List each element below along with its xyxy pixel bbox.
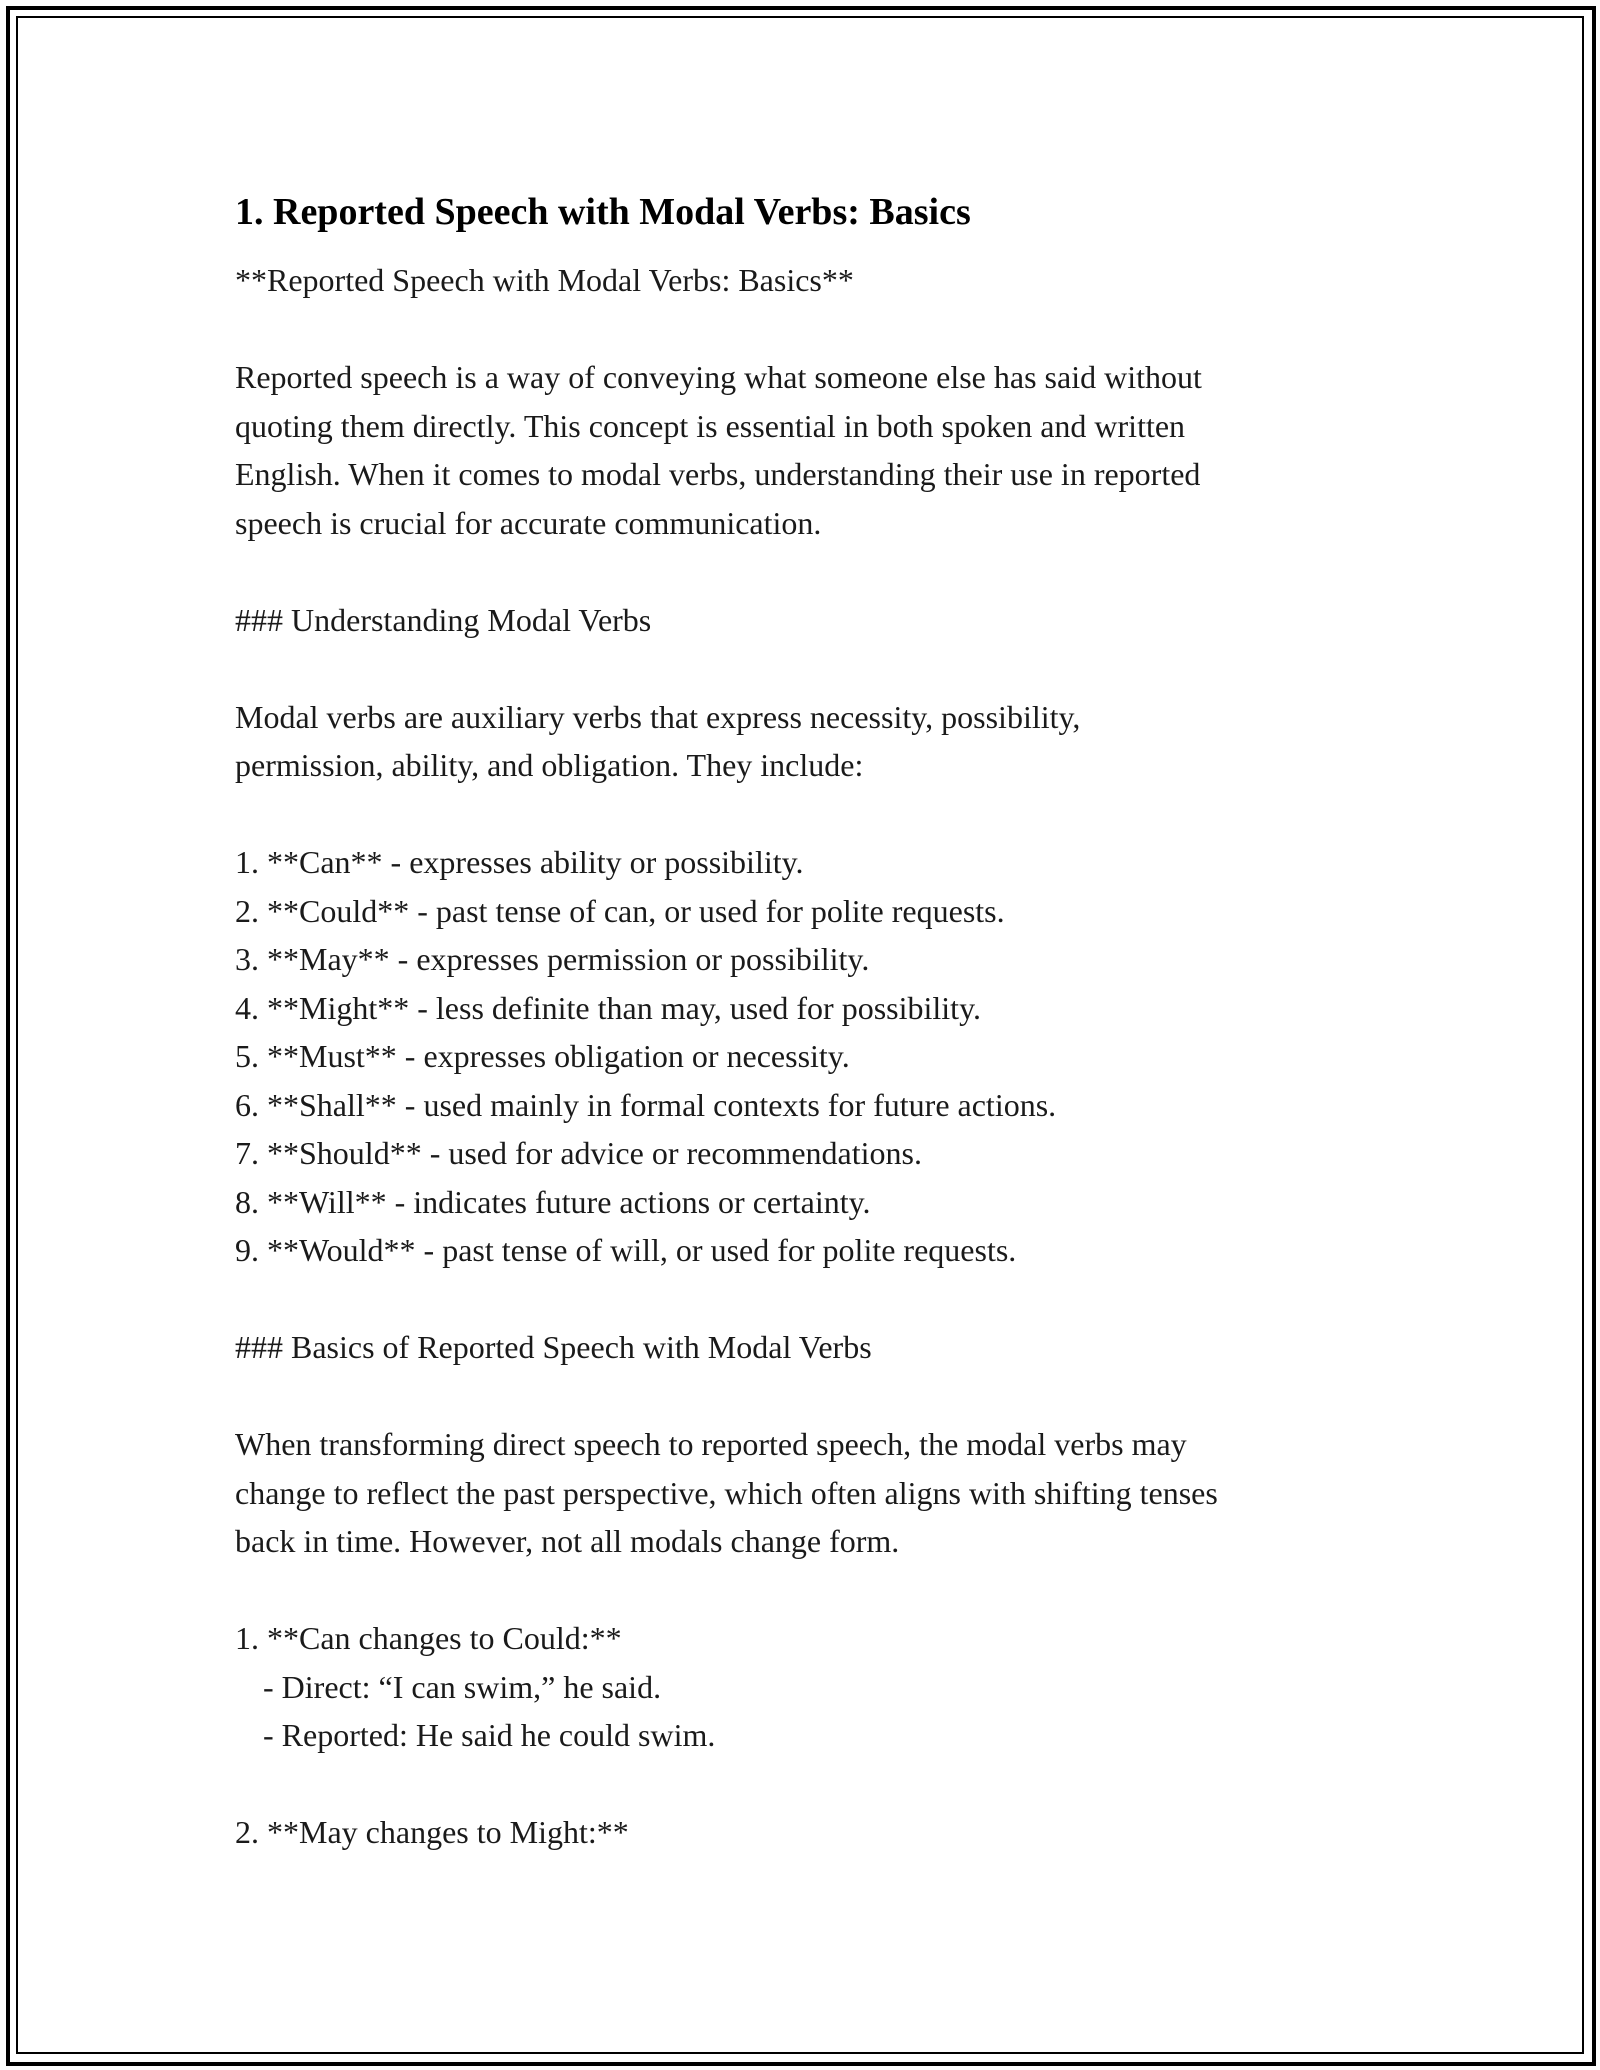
modal-definition-paragraph xyxy=(235,693,1375,790)
intro-line: speech is crucial for accurate communication. xyxy=(235,504,822,541)
paragraph-line: back in time. However, not all modals change form. xyxy=(235,1523,900,1559)
transform-paragraph xyxy=(235,1420,1375,1566)
modal-verb-list xyxy=(235,838,1375,1275)
example-may-might xyxy=(235,1808,1375,1857)
list-item: 3. **May** - expresses permission or possibility. xyxy=(235,941,870,977)
example-direct: - Direct: “I can swim,” he said. xyxy=(263,1668,662,1705)
list-item: 7. **Should** - used for advice or recommendations. xyxy=(235,1135,922,1171)
paragraph-line: permission, ability, and obligation. They include: xyxy=(235,747,864,783)
section-heading-basics: ### Basics of Reported Speech with Modal Verbs xyxy=(235,1329,872,1365)
paragraph-line: When transforming direct speech to reported speech, the modal verbs may xyxy=(235,1426,1187,1462)
example-heading: 2. **May changes to Might:** xyxy=(235,1814,629,1850)
intro-line: English. When it comes to modal verbs, understanding their use in reported xyxy=(235,456,1201,492)
intro-line: Reported speech is a way of conveying what someone else has said without xyxy=(235,359,1202,395)
spacer xyxy=(235,1760,1375,1809)
page-title: 1. Reported Speech with Modal Verbs: Basics xyxy=(235,191,971,233)
spacer xyxy=(235,790,1375,839)
spacer xyxy=(235,1566,1375,1615)
intro-paragraph xyxy=(235,353,1375,547)
example-heading: 1. **Can changes to Could:** xyxy=(235,1620,622,1656)
paragraph-line: Modal verbs are auxiliary verbs that express necessity, possibility, xyxy=(235,698,1081,735)
subtitle: **Reported Speech with Modal Verbs: Basics** xyxy=(235,262,854,298)
list-item: 9. **Would** - past tense of will, or used for polite requests. xyxy=(235,1232,1017,1268)
document-body xyxy=(235,188,1375,1857)
list-item: 5. **Must** - expresses obligation or necessity. xyxy=(235,1038,850,1074)
spacer xyxy=(235,644,1375,693)
section-heading-understanding: ### Understanding Modal Verbs xyxy=(235,601,652,638)
list-item: 1. **Can** - expresses ability or possibility. xyxy=(235,844,804,880)
intro-line: quoting them directly. This concept is essential in both spoken and written xyxy=(235,407,1186,444)
example-reported: - Reported: He said he could swim. xyxy=(263,1717,716,1753)
list-item: 8. **Will** - indicates future actions or certainty. xyxy=(235,1183,871,1220)
spacer xyxy=(235,305,1375,354)
list-item: 6. **Shall** - used mainly in formal contexts for future actions. xyxy=(235,1086,1057,1123)
spacer xyxy=(235,1372,1375,1421)
list-item: 2. **Could** - past tense of can, or used for polite requests. xyxy=(235,892,1005,929)
example-can-could xyxy=(235,1614,1375,1760)
spacer xyxy=(235,1275,1375,1324)
paragraph-line: change to reflect the past perspective, which often aligns with shifting tenses xyxy=(235,1474,1218,1511)
list-item: 4. **Might** - less definite than may, used for possibility. xyxy=(235,989,981,1026)
spacer xyxy=(235,547,1375,596)
